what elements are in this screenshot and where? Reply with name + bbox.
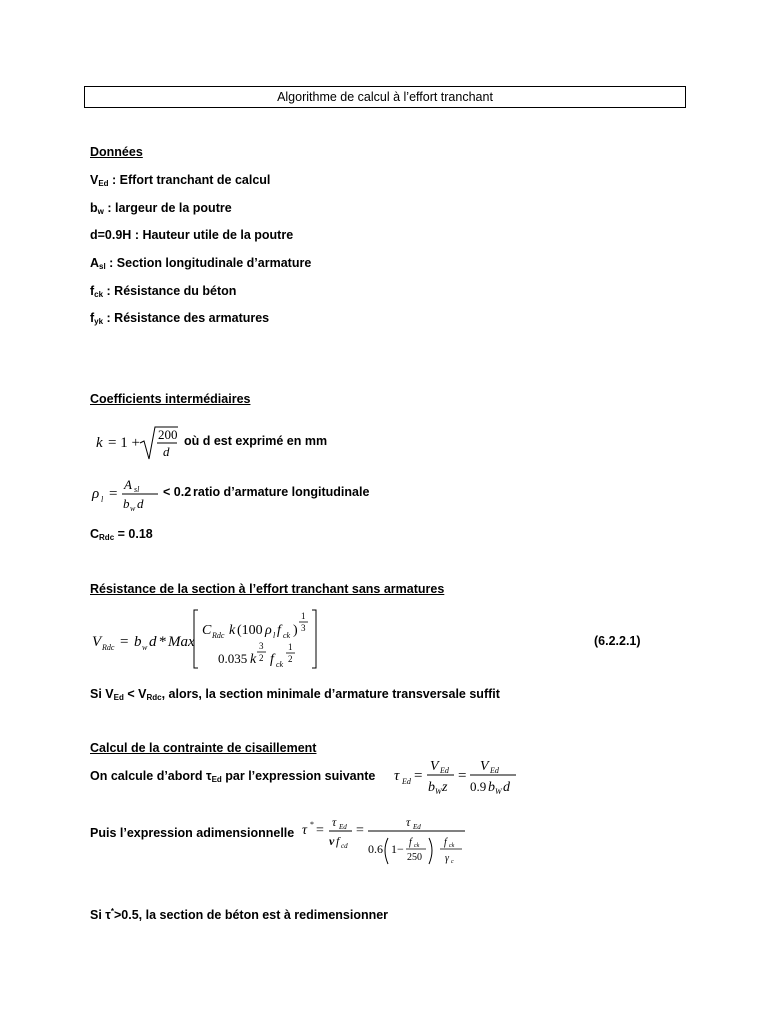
svg-text:1−: 1−: [391, 842, 404, 856]
donnees-item-symbol: V: [90, 173, 99, 187]
svg-text:Rdc: Rdc: [102, 643, 115, 652]
equation-number: (6.2.2.1): [594, 634, 641, 648]
condition-sub-ved: Ed: [113, 693, 124, 702]
svg-text:=: =: [356, 823, 364, 838]
svg-text:w: w: [142, 643, 148, 652]
donnees-item-symbol: d=0.9H: [90, 228, 132, 242]
donnees-item-description: : Effort tranchant de calcul: [108, 173, 271, 187]
svg-text:f: f: [444, 837, 447, 848]
svg-text:τ: τ: [406, 815, 411, 829]
rho-formula: [90, 474, 162, 519]
svg-text:250: 250: [407, 852, 422, 863]
svg-text:d: d: [163, 444, 170, 459]
rho-note: ratio d’armature longitudinale: [193, 485, 370, 499]
donnees-item-subscript: yk: [94, 317, 104, 326]
line1-text-b: par l’expression suivante: [221, 769, 376, 783]
tau-star-formula: [300, 812, 470, 875]
svg-text:Ed: Ed: [440, 766, 449, 775]
svg-text:ck: ck: [276, 660, 284, 669]
donnees-item-symbol: f: [90, 284, 95, 298]
tau-ed-formula: [392, 752, 522, 801]
svg-text:l: l: [273, 631, 276, 640]
svg-text:Ed: Ed: [402, 777, 411, 786]
svg-text:b: b: [123, 496, 130, 511]
svg-text:l: l: [101, 495, 104, 504]
crdc-number: = 0.18: [114, 527, 153, 541]
svg-text:d: d: [503, 780, 510, 795]
donnees-item: [90, 284, 236, 299]
svg-text:f: f: [277, 623, 281, 638]
tau-ed-formula-graphic: [392, 752, 522, 798]
donnees-item-description: : Résistance du béton: [103, 284, 237, 298]
resistance-heading: Résistance de la section à l’effort tranchant sans armatures: [90, 582, 445, 596]
donnees-item: [90, 256, 311, 271]
donnees-item-description: : largeur de la poutre: [103, 201, 232, 215]
crdc-subscript: Rdc: [99, 533, 115, 542]
svg-text:ck: ck: [414, 843, 420, 849]
donnees-item-subscript: sl: [99, 262, 106, 271]
donnees-item-subscript: w: [97, 207, 104, 216]
svg-text:1: 1: [288, 642, 293, 652]
svg-text:3: 3: [301, 623, 306, 633]
svg-text:b: b: [488, 780, 495, 795]
coefficients-heading: Coefficients intermédiaires: [90, 392, 251, 406]
line3-sup: *: [110, 907, 114, 916]
line1-sub: Ed: [211, 775, 222, 784]
svg-text:cd: cd: [341, 842, 348, 850]
svg-text:Rdc: Rdc: [212, 631, 225, 640]
donnees-item-description: : Hauteur utile de la poutre: [131, 228, 294, 242]
svg-text:=: =: [414, 768, 423, 784]
line1-text-a: On calcule d’abord τ: [90, 769, 212, 783]
svg-text:c: c: [451, 859, 454, 865]
donnees-item-subscript: ck: [94, 290, 104, 299]
svg-text:k: k: [229, 623, 236, 638]
svg-text:200: 200: [158, 427, 178, 442]
rho-limit: < 0.2: [163, 485, 192, 499]
donnees-item-symbol: A: [90, 256, 100, 270]
svg-text:sl: sl: [134, 485, 140, 494]
rho-formula-graphic: [90, 474, 162, 516]
donnees-item: [90, 173, 270, 188]
svg-text:2: 2: [288, 654, 293, 664]
tau-star-formula-graphic: [300, 812, 470, 872]
svg-text:0.035: 0.035: [218, 651, 248, 666]
svg-text:0.6: 0.6: [368, 842, 383, 856]
vrdc-formula-graphic: [90, 606, 330, 672]
k-formula: [94, 423, 180, 468]
svg-text:k: k: [250, 652, 257, 667]
svg-text:γ: γ: [445, 853, 449, 864]
svg-text:k: k: [96, 435, 103, 451]
svg-text:*: *: [310, 820, 314, 829]
svg-text:V: V: [92, 634, 102, 650]
svg-text:V: V: [480, 759, 489, 774]
condition-sub-vrdc: Rdc: [146, 693, 162, 702]
svg-text:z: z: [442, 780, 448, 795]
svg-text:τ: τ: [394, 768, 400, 784]
donnees-item-symbol: f: [90, 311, 95, 325]
svg-text:f: f: [336, 834, 340, 848]
svg-text:Ed: Ed: [490, 766, 499, 775]
svg-text:=: =: [109, 486, 118, 502]
svg-text:1: 1: [301, 611, 306, 621]
crdc-symbol: C: [90, 527, 100, 541]
donnees-item-description: : Section longitudinale d’armature: [105, 256, 312, 270]
svg-text:=: =: [458, 768, 467, 784]
svg-text:Ed: Ed: [413, 823, 421, 831]
svg-text:2: 2: [259, 653, 264, 663]
k-note: où d est exprimé en mm: [184, 434, 328, 448]
svg-text:): ): [293, 623, 298, 638]
svg-text:b: b: [134, 634, 142, 650]
resistance-condition: [90, 687, 500, 702]
contrainte-line-2: Puis l’expression adimensionnelle: [90, 826, 295, 840]
svg-text:τ: τ: [302, 823, 308, 838]
svg-text:C: C: [202, 623, 212, 638]
svg-text:τ: τ: [332, 815, 337, 829]
svg-text:W: W: [435, 787, 442, 796]
svg-text:b: b: [428, 780, 435, 795]
svg-text:ρ: ρ: [265, 623, 272, 638]
contrainte-line-3: [90, 907, 388, 922]
donnees-item-symbol: b: [90, 201, 98, 215]
svg-text:= 1 +: = 1 +: [108, 435, 140, 451]
document-title: Algorithme de calcul à l’effort tranchant: [84, 86, 686, 108]
crdc-value: [90, 527, 153, 542]
svg-text:3: 3: [259, 641, 264, 651]
svg-text:d: d: [149, 634, 157, 650]
svg-text:ck: ck: [449, 843, 455, 849]
donnees-item: [90, 311, 269, 326]
line3-text-a: Si τ: [90, 908, 111, 922]
donnees-item-subscript: Ed: [98, 179, 109, 188]
k-formula-graphic: [94, 423, 180, 463]
svg-text:f: f: [409, 837, 412, 848]
svg-text:*: *: [159, 634, 167, 650]
svg-text:(100: (100: [237, 623, 263, 638]
svg-text:A: A: [124, 477, 132, 492]
svg-text:w: w: [130, 504, 136, 513]
svg-text:ν: ν: [329, 834, 335, 848]
contrainte-heading: Calcul de la contrainte de cisaillement: [90, 741, 317, 755]
donnees-heading: Données: [90, 145, 143, 159]
donnees-item: [90, 228, 293, 242]
svg-text:0.9: 0.9: [470, 779, 487, 794]
svg-text:=: =: [120, 634, 129, 650]
condition-part-2: < V: [123, 687, 147, 701]
svg-text:Ed: Ed: [339, 823, 347, 831]
contrainte-line-1: [90, 769, 375, 784]
svg-text:ρ: ρ: [92, 486, 100, 502]
vrdc-formula: [90, 606, 330, 675]
svg-text:=: =: [316, 823, 324, 838]
condition-part-3: , alors, la section minimale d’armature transversale suffit: [161, 687, 500, 701]
svg-text:f: f: [270, 652, 274, 667]
svg-text:V: V: [430, 759, 439, 774]
line3-text-b: >0.5, la section de béton est à redimensionner: [114, 908, 389, 922]
svg-text:Max: Max: [168, 634, 195, 650]
svg-text:d: d: [137, 496, 144, 511]
donnees-item: [90, 201, 232, 216]
svg-text:W: W: [495, 787, 502, 796]
svg-text:ck: ck: [283, 631, 291, 640]
donnees-item-description: : Résistance des armatures: [103, 311, 270, 325]
condition-part-1: Si V: [90, 687, 114, 701]
